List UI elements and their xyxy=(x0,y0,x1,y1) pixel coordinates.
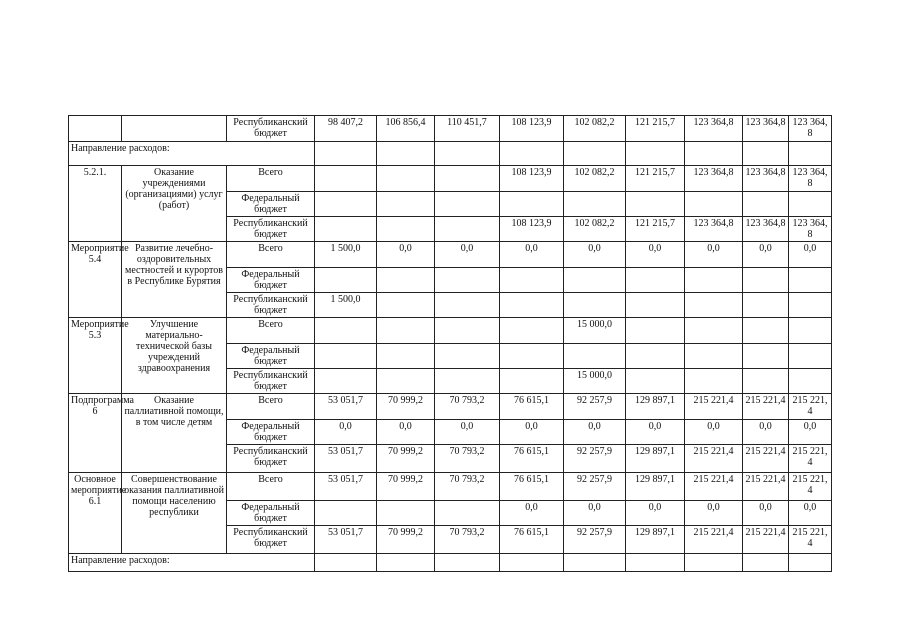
value-cell: 70 999,2 xyxy=(377,445,435,473)
value-cell xyxy=(315,501,377,526)
value-cell xyxy=(685,369,743,394)
table-row xyxy=(69,394,832,420)
value-cell xyxy=(377,501,435,526)
value-cell xyxy=(685,318,743,344)
source-cell: Всего xyxy=(227,473,315,501)
source-cell: Республиканский бюджет xyxy=(227,445,315,473)
value-cell xyxy=(626,369,685,394)
value-cell xyxy=(789,318,832,344)
value-cell: 0,0 xyxy=(500,242,564,268)
name-cell: Оказание паллиативной помощи, в том числе детям xyxy=(122,394,227,473)
value-cell: 76 615,1 xyxy=(500,445,564,473)
value-cell: 121 215,7 xyxy=(626,166,685,192)
value-cell xyxy=(500,318,564,344)
value-cell xyxy=(315,166,377,192)
code-cell: 5.2.1. xyxy=(69,166,122,242)
value-cell xyxy=(743,344,789,369)
value-cell: 129 897,1 xyxy=(626,473,685,501)
value-cell: 0,0 xyxy=(626,242,685,268)
value-cell: 123 364,8 xyxy=(789,166,832,192)
value-cell: 102 082,2 xyxy=(564,217,626,242)
direction-row xyxy=(69,142,832,166)
value-cell xyxy=(564,192,626,217)
value-cell: 53 051,7 xyxy=(315,526,377,554)
source-cell: Всего xyxy=(227,166,315,192)
value-cell xyxy=(564,268,626,293)
value-cell: 215 221,4 xyxy=(685,445,743,473)
value-cell: 70 999,2 xyxy=(377,473,435,501)
value-cell: 0,0 xyxy=(315,420,377,445)
value-cell: 121 215,7 xyxy=(626,116,685,142)
value-cell xyxy=(377,217,435,242)
value-cell: 15 000,0 xyxy=(564,369,626,394)
value-cell: 0,0 xyxy=(500,501,564,526)
source-cell: Всего xyxy=(227,242,315,268)
value-cell: 108 123,9 xyxy=(500,166,564,192)
value-cell: 0,0 xyxy=(685,420,743,445)
value-cell: 1 500,0 xyxy=(315,242,377,268)
budget-table xyxy=(68,115,832,572)
value-cell xyxy=(377,318,435,344)
value-cell: 215 221,4 xyxy=(743,445,789,473)
source-cell: Всего xyxy=(227,394,315,420)
value-cell: 76 615,1 xyxy=(500,394,564,420)
source-cell: Федеральный бюджет xyxy=(227,192,315,217)
value-cell: 108 123,9 xyxy=(500,217,564,242)
value-cell: 0,0 xyxy=(500,420,564,445)
value-cell xyxy=(435,192,500,217)
value-cell xyxy=(435,293,500,318)
code-cell: Подпрограмма 6 xyxy=(69,394,122,473)
value-cell xyxy=(685,192,743,217)
value-cell: 0,0 xyxy=(789,501,832,526)
value-cell: 70 793,2 xyxy=(435,526,500,554)
value-cell: 123 364,8 xyxy=(789,116,832,142)
value-cell xyxy=(789,344,832,369)
value-cell xyxy=(315,268,377,293)
value-cell: 123 364,8 xyxy=(685,116,743,142)
value-cell xyxy=(500,369,564,394)
value-cell: 123 364,8 xyxy=(789,217,832,242)
source-cell: Федеральный бюджет xyxy=(227,501,315,526)
value-cell: 123 364,8 xyxy=(743,116,789,142)
value-cell xyxy=(435,166,500,192)
value-cell: 121 215,7 xyxy=(626,217,685,242)
value-cell xyxy=(743,268,789,293)
value-cell xyxy=(685,293,743,318)
value-cell xyxy=(743,192,789,217)
value-cell: 92 257,9 xyxy=(564,445,626,473)
code-cell: Мероприятие 5.4 xyxy=(69,242,122,318)
value-cell: 92 257,9 xyxy=(564,473,626,501)
source-cell: Республиканский бюджет xyxy=(227,369,315,394)
value-cell xyxy=(377,268,435,293)
value-cell: 70 793,2 xyxy=(435,445,500,473)
value-cell: 215 221,4 xyxy=(685,473,743,501)
name-cell: Оказание учреждениями (организациями) услуг (работ) xyxy=(122,166,227,242)
table-row xyxy=(69,473,832,501)
table-row xyxy=(69,318,832,344)
value-cell xyxy=(500,268,564,293)
value-cell: 215 221,4 xyxy=(789,394,832,420)
value-cell: 1 500,0 xyxy=(315,293,377,318)
value-cell: 215 221,4 xyxy=(789,445,832,473)
value-cell xyxy=(315,192,377,217)
value-cell xyxy=(435,268,500,293)
value-cell: 0,0 xyxy=(435,420,500,445)
value-cell: 70 793,2 xyxy=(435,473,500,501)
source-cell: Республиканский бюджет xyxy=(227,526,315,554)
value-cell: 0,0 xyxy=(743,501,789,526)
value-cell: 123 364,8 xyxy=(743,217,789,242)
source-cell: Федеральный бюджет xyxy=(227,268,315,293)
value-cell: 129 897,1 xyxy=(626,445,685,473)
value-cell: 110 451,7 xyxy=(435,116,500,142)
source-cell: Республиканский бюджет xyxy=(227,217,315,242)
name-cell: Совершенствование оказания паллиативной помощи населению республики xyxy=(122,473,227,554)
value-cell: 53 051,7 xyxy=(315,445,377,473)
value-cell xyxy=(435,344,500,369)
value-cell: 108 123,9 xyxy=(500,116,564,142)
value-cell: 98 407,2 xyxy=(315,116,377,142)
value-cell: 129 897,1 xyxy=(626,526,685,554)
table-row xyxy=(69,242,832,268)
value-cell xyxy=(435,369,500,394)
value-cell xyxy=(789,268,832,293)
value-cell xyxy=(377,369,435,394)
value-cell: 123 364,8 xyxy=(685,217,743,242)
value-cell: 215 221,4 xyxy=(685,526,743,554)
table-row xyxy=(69,116,832,142)
value-cell xyxy=(626,344,685,369)
value-cell: 123 364,8 xyxy=(743,166,789,192)
value-cell: 106 856,4 xyxy=(377,116,435,142)
value-cell xyxy=(564,293,626,318)
value-cell: 76 615,1 xyxy=(500,526,564,554)
value-cell: 0,0 xyxy=(743,420,789,445)
name-cell xyxy=(122,116,227,142)
value-cell: 0,0 xyxy=(685,501,743,526)
value-cell: 0,0 xyxy=(377,242,435,268)
name-cell: Улучшение материально-технической базы учреждений здравоохранения xyxy=(122,318,227,394)
source-cell: Республиканский бюджет xyxy=(227,116,315,142)
value-cell xyxy=(435,501,500,526)
value-cell: 0,0 xyxy=(626,420,685,445)
source-cell: Республиканский бюджет xyxy=(227,293,315,318)
value-cell xyxy=(435,318,500,344)
value-cell: 215 221,4 xyxy=(743,394,789,420)
value-cell xyxy=(685,268,743,293)
value-cell xyxy=(377,192,435,217)
value-cell: 102 082,2 xyxy=(564,166,626,192)
source-cell: Федеральный бюджет xyxy=(227,420,315,445)
value-cell xyxy=(315,369,377,394)
value-cell: 70 999,2 xyxy=(377,526,435,554)
direction-label: Направление расходов: xyxy=(69,554,315,572)
value-cell xyxy=(564,344,626,369)
value-cell: 92 257,9 xyxy=(564,526,626,554)
value-cell xyxy=(743,293,789,318)
value-cell: 215 221,4 xyxy=(743,526,789,554)
value-cell: 0,0 xyxy=(626,501,685,526)
value-cell: 92 257,9 xyxy=(564,394,626,420)
value-cell: 0,0 xyxy=(377,420,435,445)
value-cell: 70 793,2 xyxy=(435,394,500,420)
value-cell xyxy=(789,369,832,394)
value-cell: 76 615,1 xyxy=(500,473,564,501)
value-cell: 0,0 xyxy=(789,420,832,445)
value-cell xyxy=(435,217,500,242)
value-cell xyxy=(743,318,789,344)
source-cell: Всего xyxy=(227,318,315,344)
value-cell: 123 364,8 xyxy=(685,166,743,192)
value-cell xyxy=(315,217,377,242)
value-cell: 0,0 xyxy=(564,242,626,268)
value-cell: 53 051,7 xyxy=(315,473,377,501)
value-cell: 102 082,2 xyxy=(564,116,626,142)
source-cell: Федеральный бюджет xyxy=(227,344,315,369)
direction-row xyxy=(69,554,832,572)
value-cell: 0,0 xyxy=(564,420,626,445)
code-cell: Основное мероприятие 6.1 xyxy=(69,473,122,554)
value-cell: 215 221,4 xyxy=(789,473,832,501)
value-cell xyxy=(626,268,685,293)
value-cell: 215 221,4 xyxy=(789,526,832,554)
value-cell: 215 221,4 xyxy=(685,394,743,420)
value-cell: 53 051,7 xyxy=(315,394,377,420)
value-cell: 0,0 xyxy=(685,242,743,268)
value-cell xyxy=(789,192,832,217)
value-cell xyxy=(377,344,435,369)
value-cell xyxy=(377,293,435,318)
code-cell: Мероприятие 5.3 xyxy=(69,318,122,394)
value-cell: 15 000,0 xyxy=(564,318,626,344)
value-cell: 0,0 xyxy=(435,242,500,268)
value-cell xyxy=(315,318,377,344)
table-row xyxy=(69,166,832,192)
value-cell xyxy=(626,293,685,318)
value-cell: 215 221,4 xyxy=(743,473,789,501)
value-cell: 0,0 xyxy=(789,242,832,268)
value-cell xyxy=(626,192,685,217)
value-cell xyxy=(789,293,832,318)
value-cell xyxy=(500,192,564,217)
value-cell: 0,0 xyxy=(564,501,626,526)
name-cell: Развитие лечебно-оздоровительных местностей и курортов в Республике Бурятия xyxy=(122,242,227,318)
value-cell xyxy=(377,166,435,192)
value-cell xyxy=(500,293,564,318)
value-cell: 0,0 xyxy=(743,242,789,268)
value-cell xyxy=(626,318,685,344)
value-cell xyxy=(315,344,377,369)
value-cell xyxy=(500,344,564,369)
code-cell xyxy=(69,116,122,142)
direction-label: Направление расходов: xyxy=(69,142,315,166)
value-cell xyxy=(743,369,789,394)
value-cell: 70 999,2 xyxy=(377,394,435,420)
value-cell: 129 897,1 xyxy=(626,394,685,420)
value-cell xyxy=(685,344,743,369)
